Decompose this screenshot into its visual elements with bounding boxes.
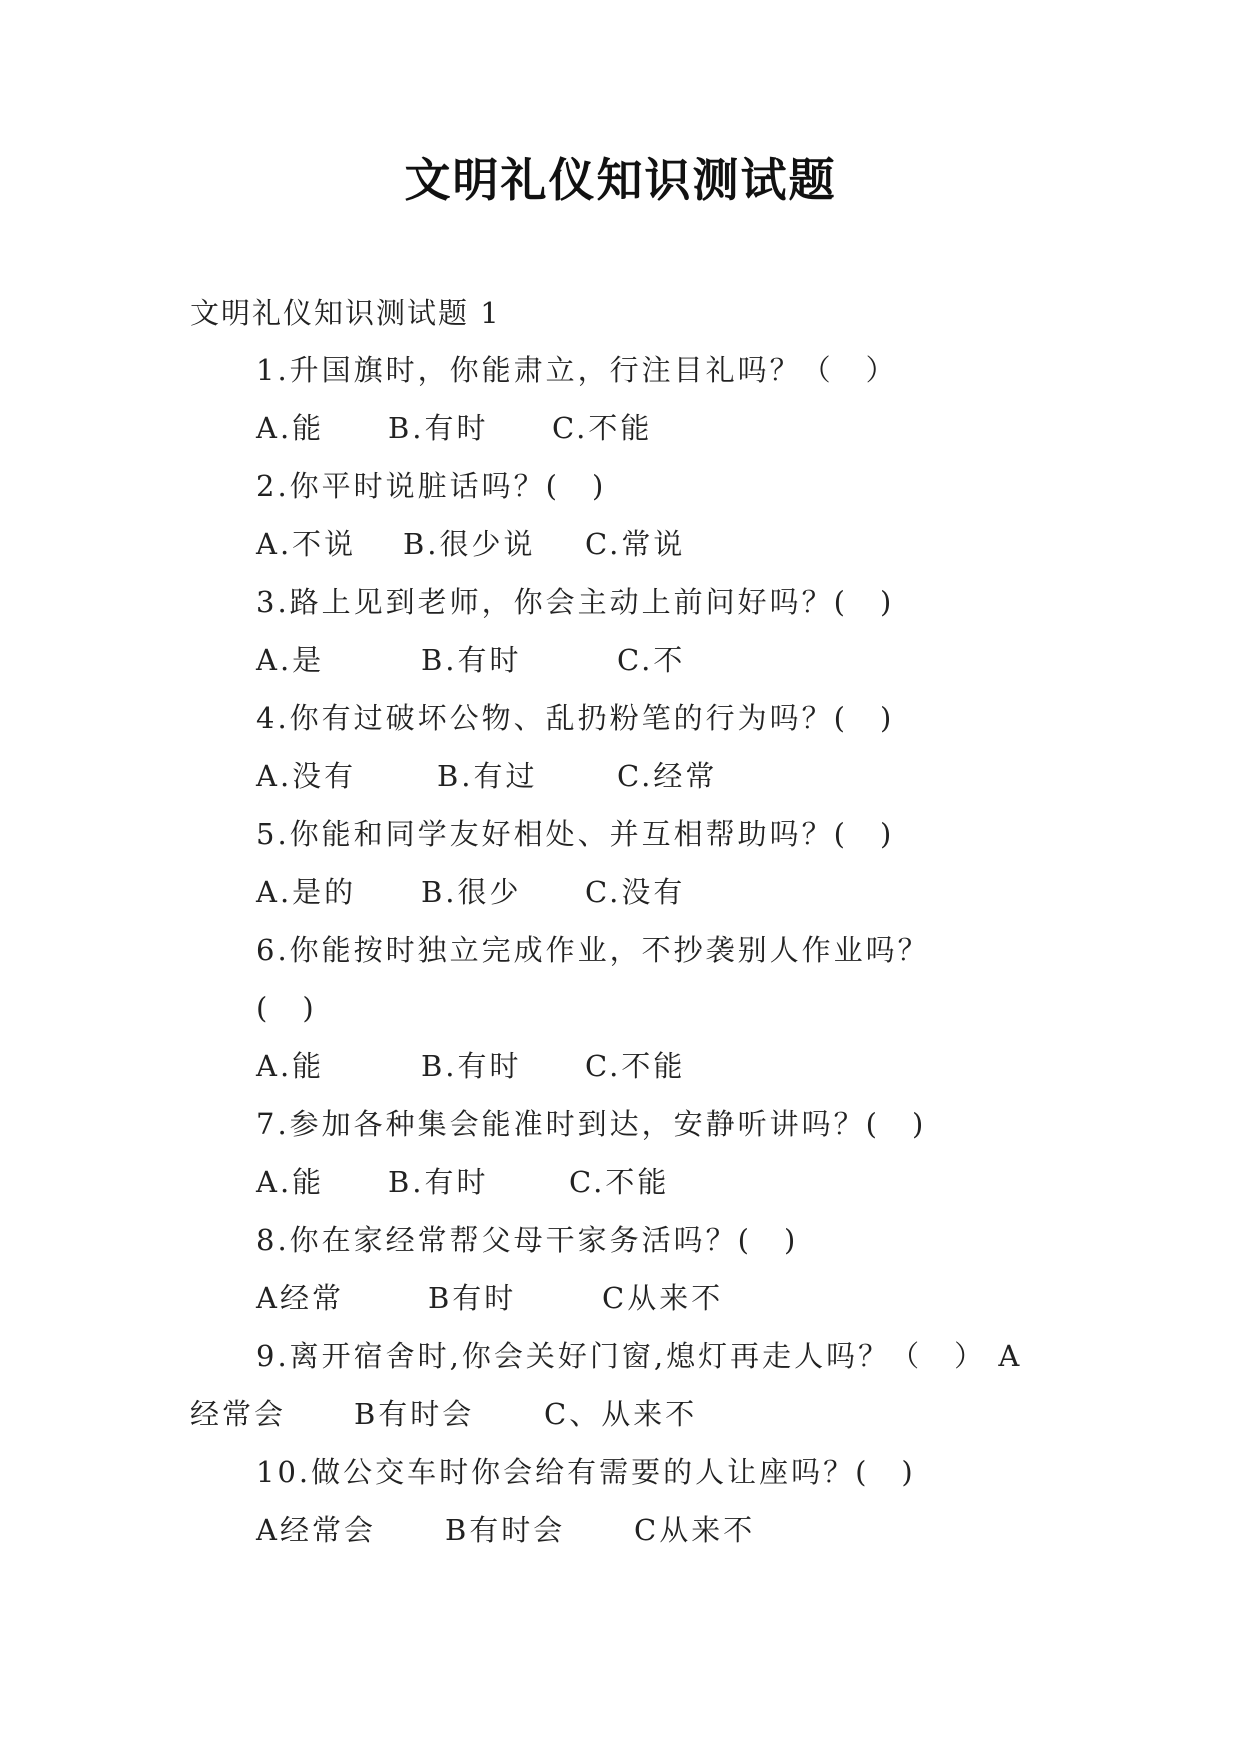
question-2-option-c: C.常说: [585, 527, 686, 561]
question-2-option-b: B.很少说: [403, 527, 536, 561]
question-8: 8.你在家经常帮父母干家务活吗？( ): [256, 1223, 799, 1257]
question-10-option-c: C从来不: [634, 1513, 756, 1547]
question-4-option-a: A.没有: [256, 759, 357, 793]
question-4-option-b: B.有过: [437, 759, 538, 793]
question-2: 2.你平时说脏话吗？( ): [256, 469, 607, 503]
question-3-option-b: B.有时: [421, 643, 522, 677]
question-7-option-a: A.能: [256, 1165, 325, 1199]
question-7-option-b: B.有时: [388, 1165, 489, 1199]
question-8-option-c: C从来不: [602, 1281, 724, 1315]
question-10: 10.做公交车时你会给有需要的人让座吗？( ): [256, 1455, 916, 1489]
question-6-option-a: A.能: [256, 1049, 325, 1083]
question-6-continued: ( ): [256, 991, 317, 1025]
question-4-option-c: C.经常: [617, 759, 718, 793]
document-title: 文明礼仪知识测试题: [404, 153, 837, 207]
question-9-option-c: C、从来不: [544, 1397, 698, 1431]
question-2-option-a: A.不说: [256, 527, 357, 561]
question-6-option-c: C.不能: [585, 1049, 686, 1083]
question-9-option-b: B有时会: [354, 1397, 475, 1431]
question-3-option-c: C.不: [617, 643, 686, 677]
question-1-option-c: C.不能: [552, 411, 653, 445]
question-8-option-b: B有时: [428, 1281, 517, 1315]
question-4: 4.你有过破坏公物、乱扔粉笔的行为吗？( ): [256, 701, 895, 735]
question-9: 9.离开宿舍时,你会关好门窗,熄灯再走人吗？（ ） A: [256, 1339, 1023, 1373]
section-title: 文明礼仪知识测试题 1: [190, 296, 501, 330]
question-7-option-c: C.不能: [569, 1165, 670, 1199]
question-7: 7.参加各种集会能准时到达，安静听讲吗？( ): [256, 1107, 927, 1141]
question-5: 5.你能和同学友好相处、并互相帮助吗？( ): [256, 817, 895, 851]
question-8-option-a: A经常: [256, 1281, 344, 1315]
question-9-option-a: 经常会: [190, 1397, 287, 1431]
question-1-option-b: B.有时: [388, 411, 489, 445]
question-10-option-a: A经常会: [256, 1513, 376, 1547]
question-6-option-b: B.有时: [421, 1049, 522, 1083]
question-3: 3.路上见到老师，你会主动上前问好吗？( ): [256, 585, 895, 619]
question-5-option-c: C.没有: [585, 875, 686, 909]
question-5-option-b: B.很少: [421, 875, 522, 909]
question-10-option-b: B有时会: [445, 1513, 566, 1547]
question-3-option-a: A.是: [256, 643, 325, 677]
question-6: 6.你能按时独立完成作业，不抄袭别人作业吗？: [256, 933, 930, 967]
question-5-option-a: A.是的: [256, 875, 357, 909]
question-1: 1.升国旗时，你能肃立，行注目礼吗？（ ）: [256, 353, 898, 387]
question-1-option-a: A.能: [256, 411, 325, 445]
